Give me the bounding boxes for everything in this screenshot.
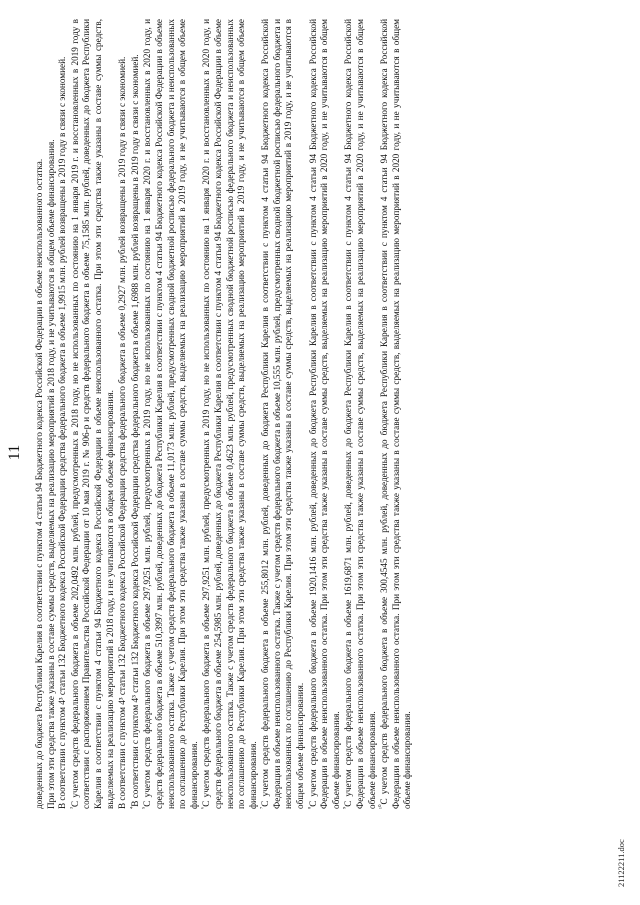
footnote <box>308 19 343 809</box>
footnote-text: С учетом средств федерального бюджета в объеме 255,8012 млн. рублей, доведенных до бюджета Республики Карелия в соответствии с пунктом 4 статьи 94 Бюджетного кодекса Российской Федерации в объеме неиспользованного остатка. Также с учетом средств федерального бюджета в объеме 10,555 млн. рублей, предусмотренных сводной бюджетной росписью федерального бюджета и неиспользованных по соглашению до Республики Карелия. При этом эти средства также указаны в составе суммы средств, выделяемых на реализацию мероприятий в 2019 году, и не учитываются в общем объеме финансирования. <box>260 19 306 809</box>
footnote-text: С учетом средств федерального бюджета в объеме 1920,1416 млн. рублей, доведенных до бюджета Республики Карелия в соответствии с пунктом 4 статьи 94 Бюджетного кодекса Российской Федерации в объеме неиспользованного остатка. При этом эти средства также указаны в составе суммы средств, выделяемых на реализацию мероприятий в 2020 году, и не учитываются в общем объеме финансирования. <box>307 19 341 809</box>
footnote-index: ⁴ <box>128 806 136 809</box>
text-line: В соответствии с пунктом 4³ статьи 132 Бюджетного кодекса Российской Федерации средства федерального бюджета в объеме 1,9915 млн. рублей возвращены в 2019 году в связи с экономией. <box>57 56 68 809</box>
footnote-index: ⁷ <box>259 806 267 809</box>
footnote <box>117 19 129 809</box>
text-line: При этом эти средства также указаны в составе суммы средств, выделяемых на реализацию мероприятий в 2018 году, и не учитываются в общем объеме финансирования. <box>45 139 56 809</box>
document-id: 21122211.doc <box>616 839 626 887</box>
page-content <box>34 19 414 809</box>
footnote-index: ⁶ <box>200 806 208 809</box>
footnote-text: В соответствии с пунктом 4³ статьи 132 Бюджетного кодекса Российской Федерации средства федерального бюджета в объеме 1,6988 млн. рублей возвращены в 2019 году в связи с экономией. <box>129 54 140 807</box>
footnote-text: С учетом средств федерального бюджета в объеме 297,9251 млн. рублей, предусмотренных в 2019 году, но не использованных по состоянию на 1 января 2020 г. и восстановленных в 2020 году, и средств федерального бюджета в объеме 254,5985 млн. рублей, доведенных до бюджета Республики Карелия в соответствии с пунктом 4 статьи 94 Бюджетного кодекса Российской Федерации в объеме неиспользованного остатка. Также с учетом средств федерального бюджета в объеме 0,4623 млн. рублей, предусмотренных сводной бюджетной росписью федерального бюджета и неиспользованных по соглашению до Республики Карелия. При этом эти средства также указаны в составе суммы средств, выделяемых на реализацию мероприятий в 2019 году, и не учитываются в общем объеме финансирования. <box>201 19 258 809</box>
footnote <box>142 19 200 809</box>
footnote-text: В соответствии с пунктом 4³ статьи 132 Бюджетного кодекса Российской Федерации средства федерального бюджета в объеме 0,2927 млн. рублей возвращены в 2019 году в связи с экономией. <box>117 56 128 809</box>
footnote-text: С учетом средств федерального бюджета в объеме 300,4545 млн. рублей, доведенных до бюджета Республики Карелия в соответствии с пунктом 4 статьи 94 Бюджетного кодекса Российской Федерации в объеме неиспользованного остатка. При этом эти средства также указаны в составе суммы средств, выделяемых на реализацию мероприятий в 2020 году, и не учитываются в общем объеме финансирования. <box>379 19 413 809</box>
footnote-index: ³ <box>68 807 76 809</box>
page-number: 11 <box>6 444 23 461</box>
footnote <box>70 19 116 809</box>
footnote-index: ¹⁰ <box>378 804 386 809</box>
footnote-text: С учетом средств федерального бюджета в объеме 202,0492 млн. рублей, предусмотренных в 2018 году, но не использованных по состоянию на 1 января 2019 г. и восстановленных в 2019 году в соответствии с распоряжением Правительства Российской Федерации от 10 мая 2019 г. № 906-р и средств федерального бюджета в объеме 75,1585 млн. рублей, доведенных до бюджета Республики Карелия в соответствии с пунктом 4 статьи 94 Бюджетного кодекса Российской Федерации в объеме неиспользованного остатка. При этом эти средства также указаны в составе суммы средств, выделяемых на реализацию мероприятий в 2018 году, и не учитываются в общем объеме финансирования. <box>69 19 115 809</box>
footnote <box>260 19 306 809</box>
footnote <box>343 19 378 809</box>
text-line: доведенных до бюджета Республики Карелия в соответствии с пунктом 4 статьи 94 Бюджетного кодекса Российской Федерации в объеме неиспользованного остатка. <box>34 158 44 809</box>
footnote-text: С учетом средств федерального бюджета в объеме 1619,6871 млн. рублей, доведенных до бюджета Республики Карелия в соответствии с пунктом 4 статьи 94 Бюджетного кодекса Российской Федерации в объеме неиспользованного остатка. При этом эти средства также указаны в составе суммы средств, выделяемых на реализацию мероприятий в 2020 году, и не учитываются в общем объеме финансирования. <box>343 19 377 809</box>
footnote <box>201 19 259 809</box>
footnote-index: ⁵ <box>141 806 149 809</box>
footnote-index: ⁹ <box>342 806 350 809</box>
footnote-text: С учетом средств федерального бюджета в объеме 297,9251 млн. рублей, предусмотренных в 2019 году, но не использованных по состоянию на 1 января 2020 г. и восстановленных в 2020 году, и средств федерального бюджета в объеме 510,3997 млн. рублей, доведенных до бюджета Республики Карелия в соответствии с пунктом 4 статьи 94 Бюджетного кодекса Российской Федерации в объеме неиспользованного остатка. Также с учетом средств федерального бюджета в объеме 11,0173 млн. рублей, предусмотренных сводной бюджетной росписью федерального бюджета и неиспользованных по соглашению до Республики Карелия. При этом эти средства также указаны в составе суммы средств, выделяемых на реализацию мероприятий в 2019 году, и не учитываются в общем объеме финансирования. <box>142 19 199 809</box>
footnote <box>130 19 142 809</box>
footnote-index: ⁸ <box>306 806 314 809</box>
footnote <box>379 19 414 809</box>
